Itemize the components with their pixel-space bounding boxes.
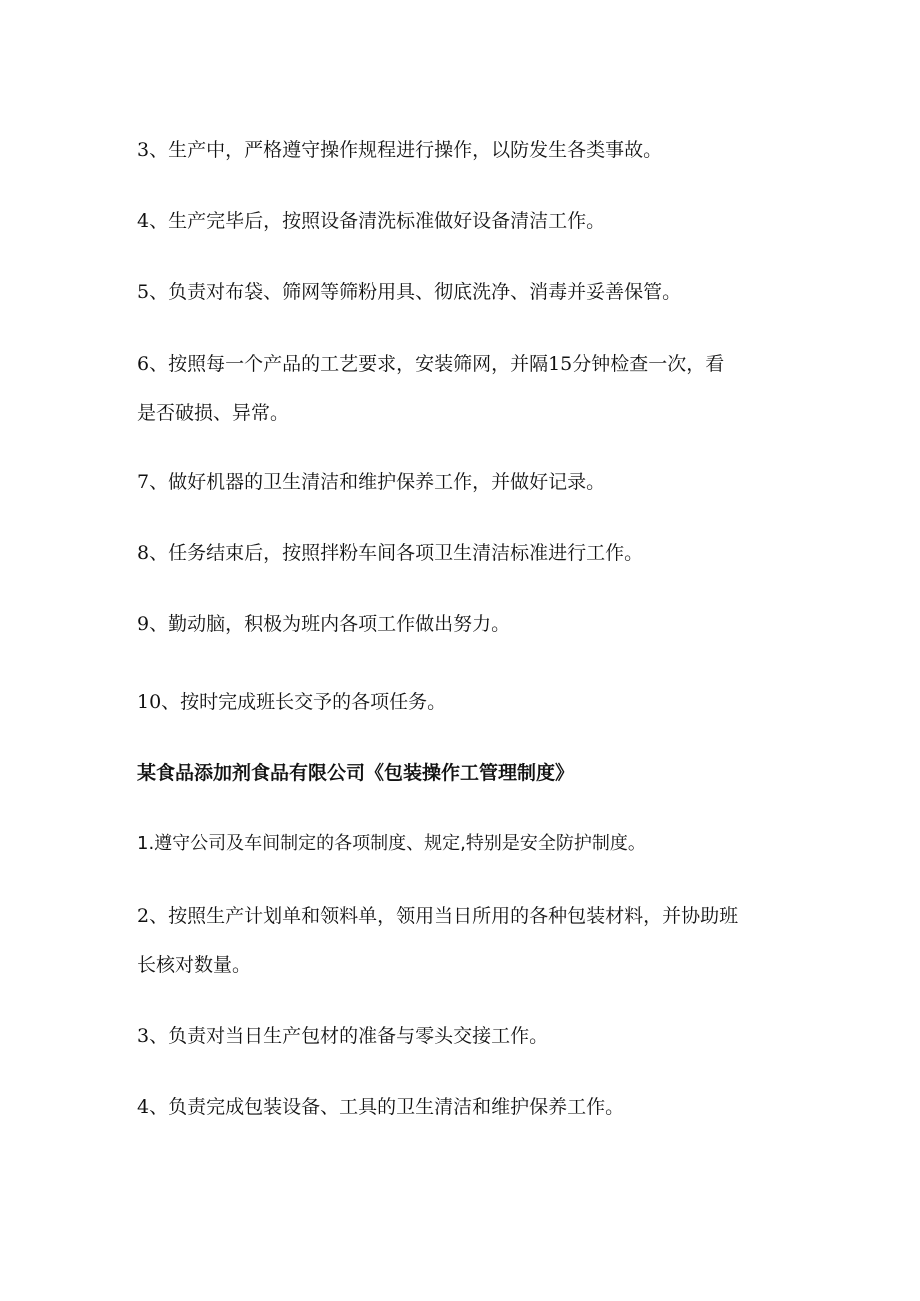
list-item-continuation: 长核对数量。 <box>137 954 252 976</box>
list-item: 1.遵守公司及车间制定的各项制度、规定,特别是安全防护制度。 <box>137 833 646 854</box>
list-item: 5、负责对布袋、筛网等筛粉用具、彻底洗净、消毒并妥善保管。 <box>137 281 682 303</box>
list-item: 6、按照每一个产品的工艺要求，安装筛网，并隔15分钟检查一次，看 <box>137 353 725 375</box>
list-item: 10、按时完成班长交予的各项任务。 <box>137 691 447 713</box>
list-item: 3、负责对当日生产包材的准备与零头交接工作。 <box>137 1025 549 1047</box>
list-item: 3、生产中，严格遵守操作规程进行操作，以防发生各类事故。 <box>137 139 663 161</box>
list-item: 2、按照生产计划单和领料单，领用当日所用的各种包装材料，并协助班 <box>137 905 739 927</box>
list-item: 9、勤动脑，积极为班内各项工作做出努力。 <box>137 613 511 635</box>
list-item: 8、任务结束后，按照拌粉车间各项卫生清洁标准进行工作。 <box>137 542 644 564</box>
list-item-continuation: 是否破损、异常。 <box>137 402 290 424</box>
list-item: 4、负责完成包装设备、工具的卫生清洁和维护保养工作。 <box>137 1096 625 1118</box>
section-title: 某食品添加剂食品有限公司《包装操作工管理制度》 <box>137 762 575 784</box>
list-item: 4、生产完毕后，按照设备清洗标准做好设备清洁工作。 <box>137 210 606 232</box>
list-item: 7、做好机器的卫生清洁和维护保养工作，并做好记录。 <box>137 471 606 493</box>
